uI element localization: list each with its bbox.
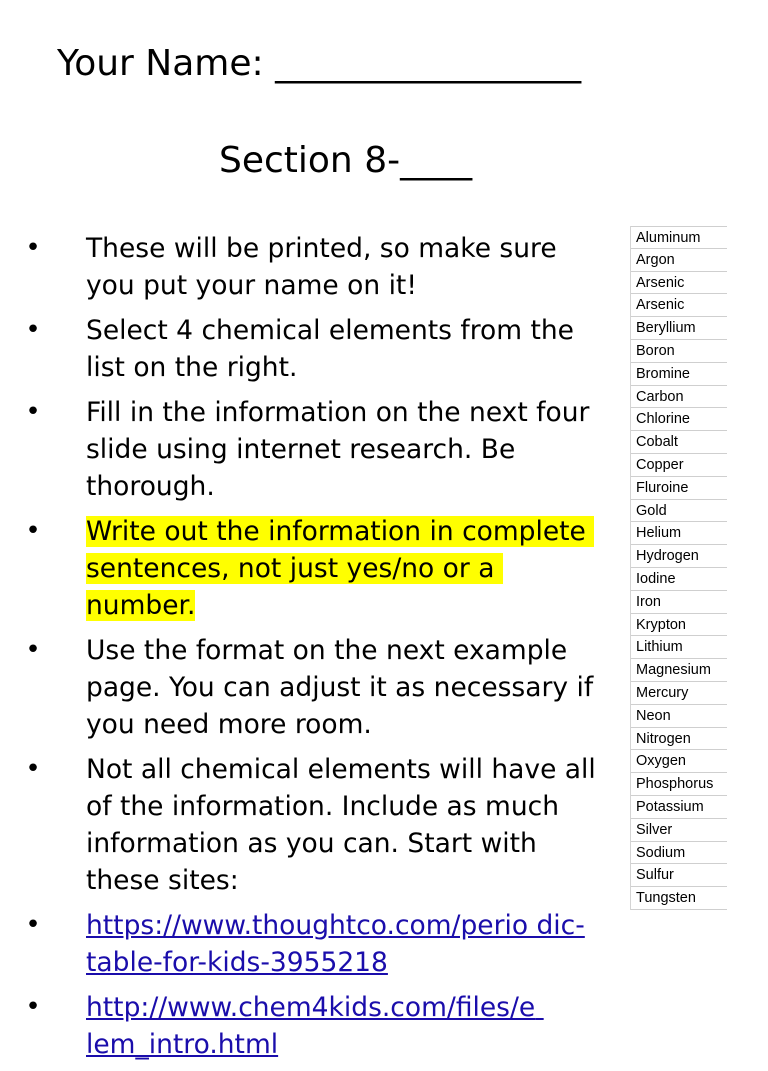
element-list-item: Neon [631,705,727,728]
element-list-item: Iodine [631,568,727,591]
bullet-icon: • [25,516,41,546]
element-list-item: Sulfur [631,864,727,887]
element-list-item: Boron [631,340,727,363]
element-list-item: Copper [631,454,727,477]
element-list-item: Lithium [631,636,727,659]
element-list-item: Cobalt [631,431,727,454]
bullet-item [0,230,600,304]
element-list-item: Arsenic [631,294,727,317]
element-list-item: Silver [631,819,727,842]
bullet-icon: • [25,315,41,345]
bullet-text: Use the format on the next example page. You can adjust it as necessary if you need more room. [86,635,602,740]
bullet-text-highlighted [86,513,600,624]
bullet-item [0,312,600,386]
bullet-item [0,394,600,505]
bullet-item [0,632,600,743]
element-list-item: Krypton [631,614,727,637]
bullet-item [0,751,605,899]
bullet-icon: • [25,910,41,940]
section-line: Section 8-____ [219,140,473,181]
bullet-text: Select 4 chemical elements from the list on the right. [86,315,583,383]
element-list-item: Gold [631,500,727,523]
bullet-item [0,907,600,981]
element-list-item: Chlorine [631,408,727,431]
bullet-icon: • [25,233,41,263]
bullet-icon: • [25,754,41,784]
element-list-item: Magnesium [631,659,727,682]
chem4kids-link[interactable]: http://www.chem4kids.com/files/e lem_intro.html [86,992,544,1060]
instruction-list [0,230,605,1071]
bullet-icon: • [25,992,41,1022]
bullet-text: Not all chemical elements will have all of the information. Include as much information as you can. Start with these sites: [86,754,605,896]
element-list-item: Nitrogen [631,728,727,751]
element-list-item: Aluminum [631,226,727,249]
element-list-item: Iron [631,591,727,614]
bullet-item [0,513,600,624]
bullet-item [0,989,600,1063]
element-list-item: Tungsten [631,887,727,910]
element-list-item: Arsenic [631,272,727,295]
element-list-item: Fluroine [631,477,727,500]
highlighted-text: Write out the information in complete sentences, not just yes/no or a number. [86,516,595,621]
element-list-item: Hydrogen [631,545,727,568]
name-line: Your Name: _________________ [57,43,582,84]
element-list-item: Mercury [631,682,727,705]
bullet-text: Fill in the information on the next four slide using internet research. Be thorough. [86,397,598,502]
element-list-item: Oxygen [631,750,727,773]
thoughtco-link[interactable]: https://www.thoughtco.com/perio dic-table-for-kids-3955218 [86,910,585,978]
bullet-icon: • [25,397,41,427]
element-list-item: Carbon [631,386,727,409]
element-list-item: Helium [631,522,727,545]
element-list-item: Bromine [631,363,727,386]
element-list-item: Sodium [631,842,727,865]
chemical-element-list [630,226,727,910]
element-list-item: Argon [631,249,727,272]
element-list-item: Beryllium [631,317,727,340]
element-list-item: Phosphorus [631,773,727,796]
bullet-icon: • [25,635,41,665]
element-list-item: Potassium [631,796,727,819]
bullet-text: These will be printed, so make sure you put your name on it! [86,233,566,301]
